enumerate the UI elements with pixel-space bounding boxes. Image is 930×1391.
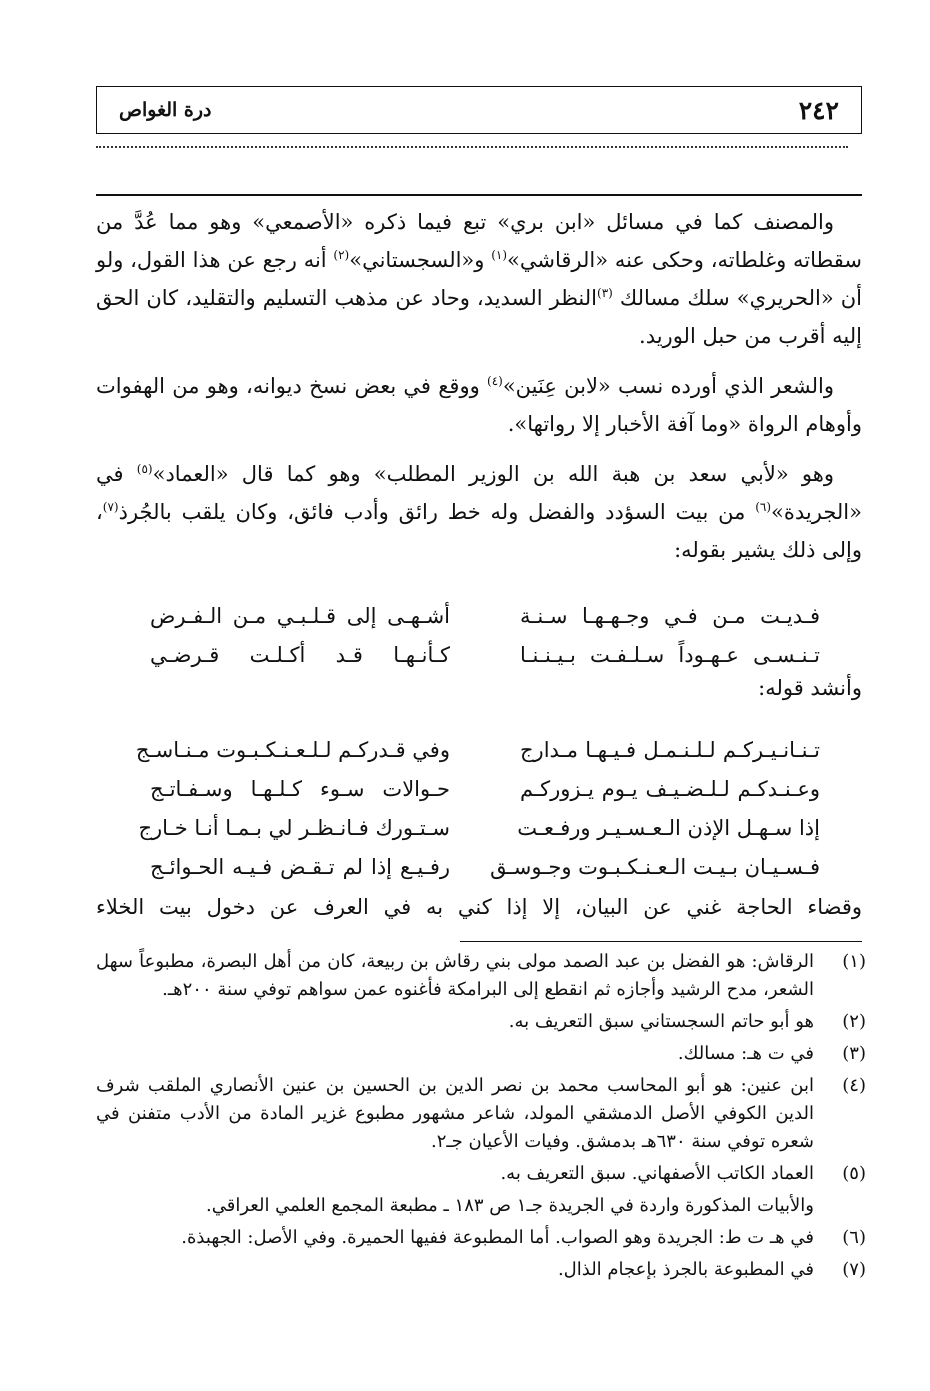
paragraph-3-text-d: ، وإلى ذلك يشير بقوله:: [96, 500, 862, 562]
footnote-text: هو أبو حاتم السجستاني سبق التعريف به.: [508, 1011, 814, 1032]
footnote-text: الرقاش: هو الفضل بن عبد الصمد مولى بني رقاش بن ربيعة، كان من أهل البصرة، مطبوعاً سهل الشعر، مدح الرشيد وأجازه ثم انقطع إلى البرامكة فأغنوه عمن سواهم توفي سنة ٢٠٠هـ.: [96, 951, 814, 1000]
footnote-ref-7: (٧): [102, 500, 119, 514]
paragraph-2: [96, 367, 862, 443]
paragraph-1-text-c: أنه رجع عن هذا القول، ولو أن «الحريري» سلك مسالك: [96, 248, 863, 310]
footnote-item: [96, 948, 866, 1004]
verse-left-hemistich: حـوالات سـوء كـلـهـا وسـفـاتـج: [150, 776, 450, 801]
verse-left-hemistich: رفـيـع إذا لم تـقـض فـيـه الحـوائـج: [150, 854, 450, 879]
verse-left-hemistich: أشـهـى إلى قـلـبـي مـن الـفـرض: [150, 603, 450, 628]
footnote-text: ابن عنين: هو أبو المحاسب محمد بن نصر الدين بن الحسين بن عنين الأنصاري الملقب شرف الدين الكوفي الأصل الدمشقي المولد، شاعر مشهور مطبوع غزير المادة من الأدب متفنن في شعره توفي سنة ٦٣٠هـ بدمشق. وفيات الأعيان جـ٢.: [96, 1075, 814, 1152]
verse-right-hemistich: تـنـانـيـركـم لـلـنـمـل فـيـهـا مـدارج: [520, 737, 820, 762]
footnote-5-extra: والأبيات المذكورة واردة في الجريدة جـ١ ص ١٨٣ ـ مطبعة المجمع العلمي العراقي.: [206, 1195, 814, 1216]
footnote-number: (٥): [842, 1163, 866, 1184]
footnote-text: العماد الكاتب الأصفهاني. سبق التعريف به.: [500, 1163, 814, 1184]
verse-right-hemistich: وعـنـدكـم لـلـضـيـف يـوم يـزوركـم: [520, 776, 820, 801]
verse-right-hemistich: إذا سـهـل الإذن الـعـسـيـر ورفـعـت: [517, 815, 820, 840]
footnotes: [96, 948, 866, 1288]
paragraph-2-text-a: والشعر الذي أورده نسب «لابن عِنَين»: [502, 374, 835, 398]
footnote-item: [96, 1072, 866, 1156]
verse-block-2: [135, 730, 820, 886]
footnote-ref-6: (٦): [755, 500, 772, 514]
dotted-separator: [96, 146, 848, 152]
footnote-ref-4: (٤): [487, 374, 503, 388]
footnote-item: [96, 1008, 866, 1036]
verse-left-hemistich: وفي قـدركـم لـلـعـنـكـبـوت مـنـاسـج: [135, 737, 450, 762]
footnote-rule: [460, 941, 862, 942]
footnote-number: (٦): [842, 1227, 866, 1248]
footnote-item: [96, 1040, 866, 1068]
paragraph-1-text-d: النظر السديد، وحاد عن مذهب التسليم والتقليد، كان الحق إليه أقرب من حبل الوريد.: [96, 286, 862, 348]
footnote-item: [96, 1224, 866, 1252]
verse-line: [138, 808, 820, 847]
footnote-ref-3: (٣): [597, 286, 613, 300]
closing-line: وقضاء الحاجة غني عن البيان، إلا إذا كني به في العرف عن دخول بيت الخلاء: [96, 895, 862, 919]
footnote-number: (٣): [842, 1043, 866, 1064]
verse-line: [150, 847, 820, 886]
page-number: ٢٤٢: [798, 95, 839, 125]
paragraph-3-text-b: في «الجريدة»: [96, 462, 862, 524]
verse-right-hemistich: فـسـيـان بـيـت الـعـنـكـبـوت وجـوسـق: [490, 854, 820, 879]
paragraph-1-text-b: و«السجستاني»: [349, 248, 492, 272]
paragraph-3-text-a: وهو «لأبي سعد بن هبة الله بن الوزير المطلب» وهو كما قال «العماد»: [152, 462, 835, 486]
top-rule: [96, 194, 862, 196]
paragraph-3-text-c: من بيت السؤدد والفضل وله خط رائق وأدب فائق، وكان يلقب بالجُرذ: [118, 500, 756, 524]
footnote-item: [96, 1256, 866, 1284]
paragraph-3: [96, 455, 862, 569]
verse-left-hemistich: سـتـورك فـانـظـر لي بـمـا أنـا خـارج: [138, 815, 450, 840]
footnote-ref-1: (١): [491, 248, 508, 262]
verse-right-hemistich: فـديـت مـن فـي وجـهـهـا سـنـة: [520, 603, 820, 628]
footnote-ref-2: (٢): [333, 248, 350, 262]
footnote-number: (١): [842, 951, 866, 972]
footnote-text: في هـ ت ط: الجريدة وهو الصواب. أما المطبوعة ففيها الحميرة. وفي الأصل: الجهبذة.: [181, 1227, 814, 1248]
footnote-number: (٧): [842, 1259, 866, 1280]
paragraph-1: [96, 203, 862, 355]
footnote-number: (٢): [842, 1011, 866, 1032]
footnote-text: في المطبوعة بالجرذ بإعجام الذال.: [557, 1259, 814, 1280]
running-title: درة الغواص: [119, 99, 212, 121]
verse-line: [150, 635, 820, 674]
footnote-text: في ت هـ: مسالك.: [677, 1043, 814, 1064]
page-header: [96, 86, 862, 134]
main-text: [96, 203, 862, 581]
verse-line: [150, 596, 820, 635]
verse-block-1: [150, 596, 820, 674]
verse-intro: وأنشد قوله:: [758, 676, 862, 700]
verse-line: [150, 769, 820, 808]
paragraph-2-text-b: ووقع في بعض نسخ ديوانه، وهو من الهفوات وأوهام الرواة «وما آفة الأخبار إلا رواتها».: [96, 374, 862, 436]
verse-line: [135, 730, 820, 769]
paragraph-1-text-a: والمصنف كما في مسائل «ابن بري» تبع فيما ذكره «الأصمعي» وهو مما عُدَّ من سقطاته وغلطاته، وحكى عنه «الرقاشي»: [96, 210, 862, 272]
footnote-number: (٤): [842, 1075, 866, 1096]
footnote-item: [96, 1160, 866, 1188]
footnote-ref-5: (٥): [136, 462, 153, 476]
verse-right-hemistich: تـنـسـى عـهـوداً سـلـفـت بـيـنـنـا: [520, 642, 820, 667]
verse-left-hemistich: كـأنـهـا قـد أكـلـت قـرضـي: [150, 642, 450, 667]
